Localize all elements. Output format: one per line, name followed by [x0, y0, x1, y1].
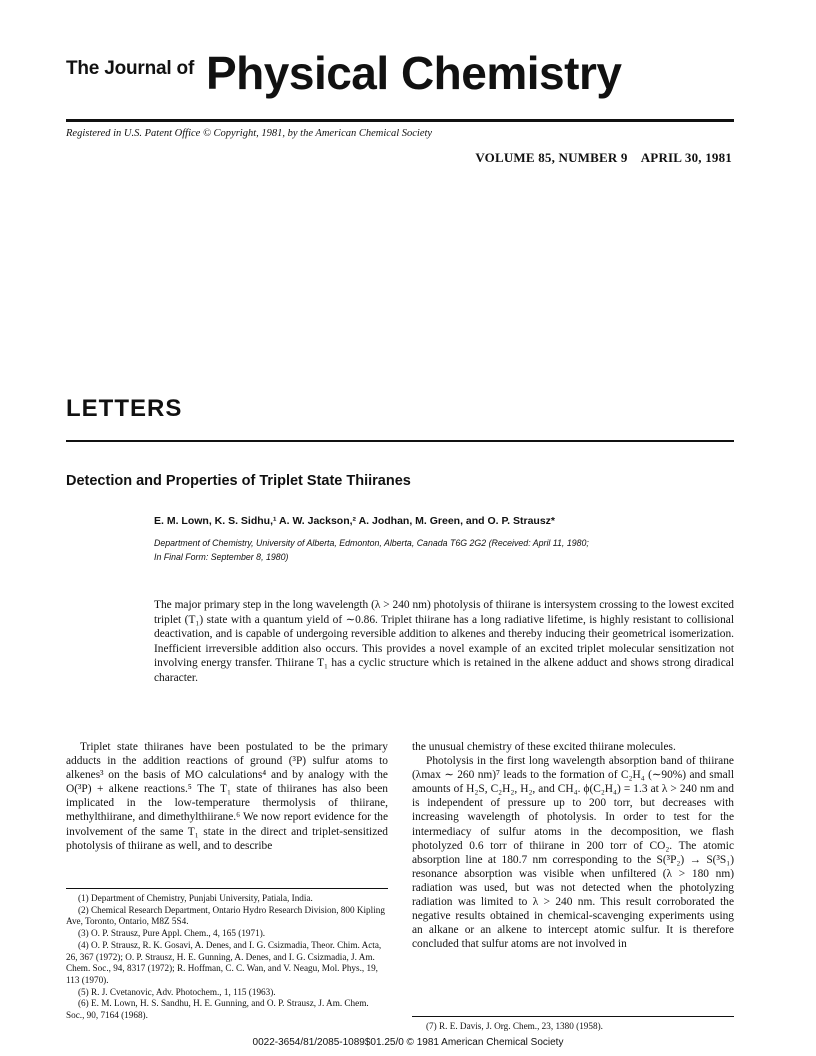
body-column-right [412, 740, 734, 951]
masthead-rule [66, 119, 734, 122]
section-heading: LETTERS [66, 395, 183, 422]
footnote: (7) R. E. Davis, J. Org. Chem., 23, 1380 (1958). [426, 1021, 603, 1031]
copyright-line: Registered in U.S. Patent Office © Copyright, 1981, by the American Chemical Society [66, 128, 433, 139]
body-paragraph: Photolysis in the first long wavelength absorption band of thiirane (λmax ∼ 260 nm)⁷ leads to the formation of C₂H₄ (∼90%) and small amounts of H₂S, C₂H₂, H₂, and CH₄. ϕ(C₂H₄) = 1.3 at λ > 240 nm and is independent of pressure up to 200 torr, but decreases with increasing wavelength of photolysis. In order to test for the intermediacy of sulfur atoms in the decomposition, we flash photolyzed 0.6 torr of thiirane in 200 torr of CO₂. The atomic absorption line at 180.7 nm corresponding to the S(³P₂) → S(³S₁) resonance absorption was visible when unfiltered (λ > 180 nm) radiation was used, but was not detected when the photolyzing radiation was limited to λ > 240 nm. This result corroborated the negative results obtained in chemical-scavenging experiments using an alkane or an alkene to intercept atomic sulfur. It is therefore concluded that sulfur atoms are not involved in [412, 755, 734, 951]
received-dates: In Final Form: September 8, 1980) [154, 552, 289, 562]
section-rule [66, 440, 734, 442]
footnote-rule [412, 1016, 734, 1017]
abstract: The major primary step in the long wavelength (λ > 240 nm) photolysis of thiirane is intersystem crossing to the lowest excited triplet (T₁) state with a quantum yield of ∼0.86. Triplet thiirane has a long radiative lifetime, is highly resistant to collisional deactivation, and is capable of undergoing reversible addition to alkenes and thereby inducing their geometrical isomerization. Inefficient irreversible addition also occurs. This provides a novel example of an excited triplet molecular sensitization not involving energy transfer. Thiirane T₁ has a cyclic structure which is retained in the alkene adduct and shows strong diradical character. [154, 599, 734, 684]
journal-name: Physical Chemistry [206, 47, 622, 99]
page-footer: 0022-3654/81/2085-1089$01.25/0 © 1981 American Chemical Society [252, 1037, 564, 1048]
body-column-left [66, 740, 388, 853]
article-title: Detection and Properties of Triplet State Thiiranes [66, 473, 411, 489]
journal-prefix: The Journal of [66, 58, 195, 79]
footnote: (1) Department of Chemistry, Punjabi University, Patiala, India. [78, 893, 313, 903]
footnote: (2) Chemical Research Department, Ontario Hydro Research Division, 800 Kipling Ave, Toronto, Ontario, M8Z 5S4. [66, 904, 385, 927]
footnote: (3) O. P. Strausz, Pure Appl. Chem., 4, 165 (1971). [78, 928, 266, 939]
footnote: (5) R. J. Cvetanovic, Adv. Photochem., 1, 115 (1963). [78, 986, 276, 997]
footnote-rule [66, 888, 388, 889]
volume-issue-date: VOLUME 85, NUMBER 9 APRIL 30, 1981 [475, 150, 732, 165]
author-list: E. M. Lown, K. S. Sidhu,¹ A. W. Jackson,² A. Jodhan, M. Green, and O. P. Strausz* [154, 515, 556, 527]
affiliation-line: Department of Chemistry, University of Alberta, Edmonton, Alberta, Canada T6G 2G2 (Received: April 11, 1980; [154, 538, 589, 548]
footnote: (4) O. P. Strausz, R. K. Gosavi, A. Denes, and I. G. Csizmadia, Theor. Chim. Acta, 26, 367 (1972); O. P. Strausz, H. E. Gunning, A. Denes, and I. G. Csizmadia, J. Am. Chem. Soc., 94, 8317 (1972); R. Hoffman, C. C. Wan, and V. Neagu, Mol. Phys., 19, 113 (1970). [66, 939, 382, 985]
affiliation [154, 536, 714, 564]
footnote: (6) E. M. Lown, H. S. Sandhu, H. E. Gunning, and O. P. Strausz, J. Am. Chem. Soc., 90, 7164 (1968). [66, 998, 369, 1021]
body-paragraph: the unusual chemistry of these excited thiirane molecules. [412, 741, 676, 753]
footnotes [66, 893, 388, 1022]
body-paragraph: Triplet state thiiranes have been postulated to be the primary adducts in the addition reactions of ground (³P) sulfur atoms to alkenes³ on the basis of MO calculations⁴ and by analogy with the O(³P) + alkene reactions.⁵ The T₁ state of thiiranes has also been implicated in the low-temperature thermolysis of thiirane, methylthiirane, and dimethylthiirane.⁶ We now report evidence for the involvement of the same T₁ state in the direct and triplet-sensitized photolysis of thiirane as well, and to describe [66, 741, 388, 852]
